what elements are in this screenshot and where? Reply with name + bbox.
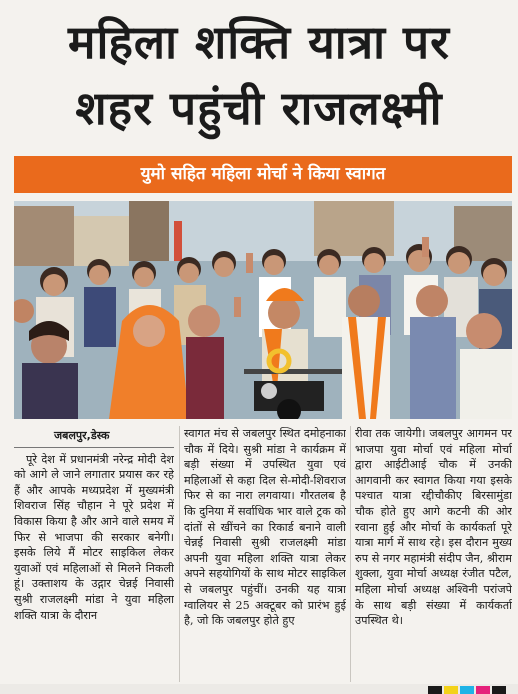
headline-line-1: महिला शक्ति यात्रा पर — [68, 15, 450, 69]
color-swatch — [428, 686, 442, 694]
column-divider — [350, 426, 351, 682]
color-swatch — [444, 686, 458, 694]
column-divider — [179, 426, 180, 682]
article-paragraph: स्वागत मंच से जबलपुर स्थित दमोहनाका चौक में दिये। सुश्री मांडा ने कार्यक्रम में बड़ी संख्या में उपस्थित युवा एवं महिलाओं से कहा दिल से-मोदी-शिवराज फिर से का नारा लगवाया। गौरतलब है कि दुनिया में सर्वाधिक भार वाले ट्रक को दांतों से खींचने का रिकार्ड बनाने वाली चेन्नई निवासी सुश्री राजलक्ष्मी मांडा अपनी युवा महिला शक्ति यात्रा लेकर अपने सहयोगियों के साथ मोटर साइकिल से जबलपुर पहुंचीं। उनकी यह यात्रा ग्वालियर से 25 अक्टूबर को प्रारंभ हुई है, जो कि जबलपुर होते हुए — [184, 427, 346, 628]
article-paragraph: रीवा तक जायेगी। जबलपुर आगमन पर भाजपा युवा मोर्चा एवं महिला मोर्चा द्वारा आईटीआई चौक में उनकी आगवानी कर स्वागत किया गया इसके पश्चात यात्रा रद्दीचौकीए बिरसामुंडा चौक होते हुए आगे कटनी की ओर रवाना हुई और मोर्चा के कार्यकर्ता पूरे यात्रा मार्ग में साथ रहे। इस दौरान मुख्य रुप से नगर महामंत्री संदीप जैन, श्रीराम शुक्ला, युवा मोर्चा अध्यक्ष रंजीत पटैल, महिला मोर्चा अध्यक्ष अश्विनी परांजपे के साथ बड़ी संख्या में कार्यकर्ता उपस्थित थे। — [355, 427, 512, 628]
color-swatch — [492, 686, 506, 694]
article-column-2 — [184, 426, 346, 682]
group-photo-icon — [14, 201, 512, 419]
article-column-1 — [14, 426, 174, 682]
color-swatch — [460, 686, 474, 694]
dateline: जबलपुर,डेस्क — [14, 426, 174, 448]
headline — [0, 0, 518, 150]
article-body — [14, 426, 512, 682]
color-swatch — [476, 686, 490, 694]
news-photo — [14, 201, 512, 419]
headline-line-2: शहर पहुंची राजलक्ष्मी — [75, 81, 443, 135]
subheadline-banner: युमो सहित महिला मोर्चा ने किया स्वागत — [14, 156, 512, 193]
article-column-3 — [355, 426, 512, 682]
article-paragraph: पूरे देश में प्रधानमंत्री नरेन्द्र मोदी देश को आगे ले जाने लगातार प्रयास कर रहे हैं और आपके मध्यप्रदेश में मुख्यमंत्री शिवराज सिंह चौहान ने पूरे प्रदेश में विकास किया है और आने वाले समय में फिर से भाजपा की सरकार बनेगी। इसके लिये मैं मोटर साइकिल लेकर युवाओं एवं महिलाओं से मिलने निकली हूं। उक्ताशय के उद्गार चेन्नई निवासी सुश्री राजलक्ष्मी मांडा ने युवा महिला शक्ति यात्रा के दौरान — [14, 452, 174, 622]
